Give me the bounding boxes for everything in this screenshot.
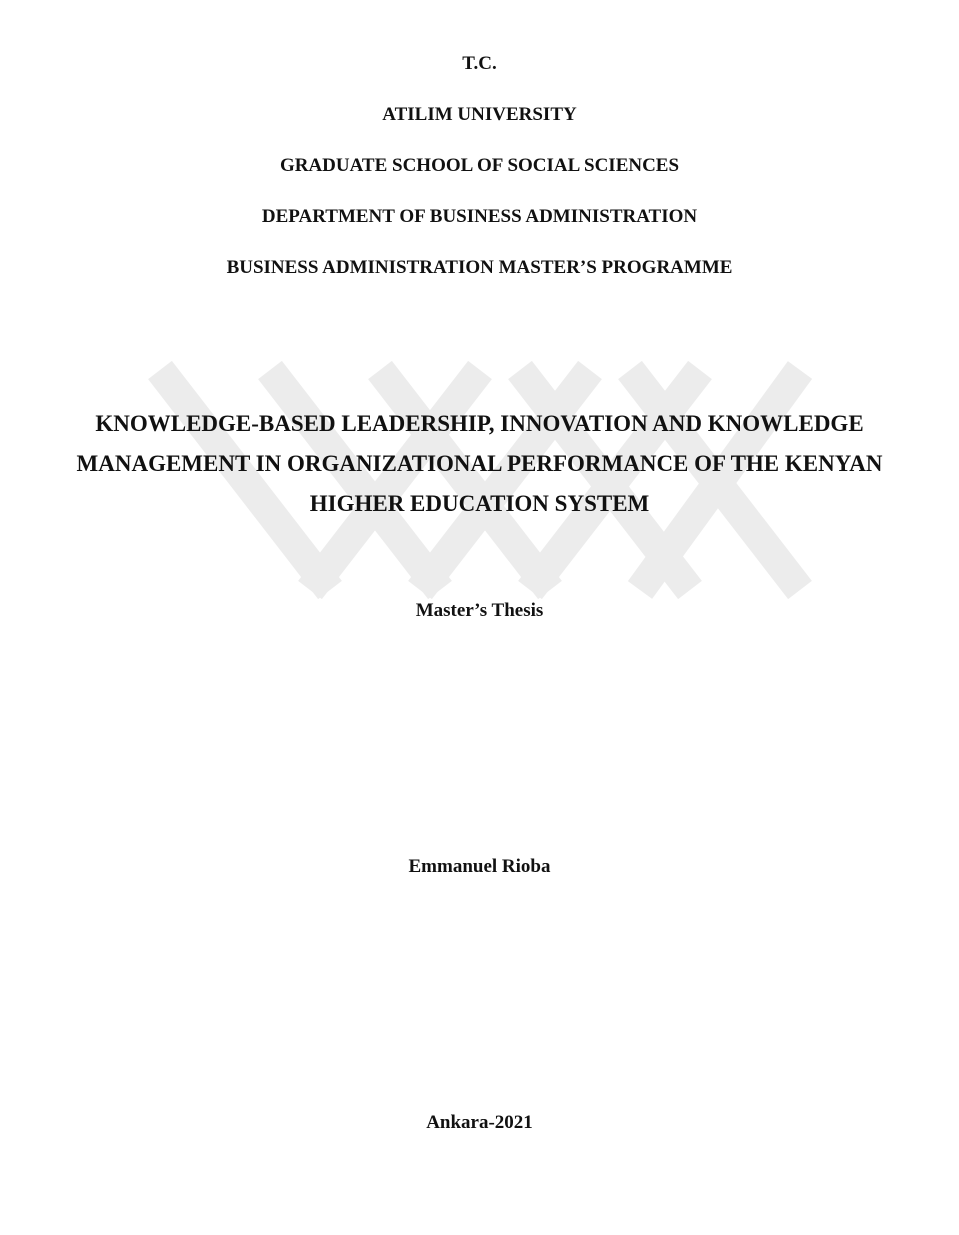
document-type: Master’s Thesis — [415, 600, 544, 621]
header-programme: BUSINESS ADMINISTRATION MASTER’S PROGRAMME — [226, 257, 733, 278]
author-name: Emmanuel Rioba — [408, 856, 551, 877]
thesis-title-line-3: HIGHER EDUCATION SYSTEM — [309, 491, 650, 516]
header-university: ATILIM UNIVERSITY — [382, 104, 577, 125]
chevron-pattern-icon — [140, 360, 820, 600]
thesis-title-line-1: KNOWLEDGE-BASED LEADERSHIP, INNOVATION AND KNOWLEDGE — [95, 411, 864, 436]
thesis-title-line-2: MANAGEMENT IN ORGANIZATIONAL PERFORMANCE OF THE KENYAN — [76, 451, 883, 476]
header-country: T.C. — [462, 53, 497, 74]
header-graduate-school: GRADUATE SCHOOL OF SOCIAL SCIENCES — [279, 155, 680, 176]
header-department: DEPARTMENT OF BUSINESS ADMINISTRATION — [261, 206, 698, 227]
place-year: Ankara-2021 — [426, 1112, 533, 1133]
